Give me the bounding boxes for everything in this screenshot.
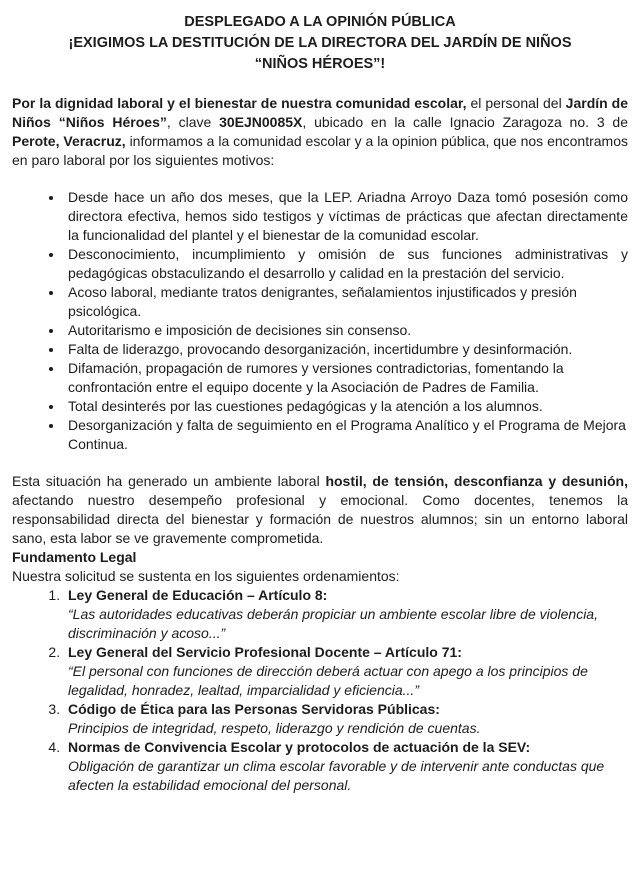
title-line-1: DESPLEGADO A LA OPINIÓN PÚBLICA xyxy=(184,14,456,30)
legal-heading: Fundamento Legal xyxy=(12,549,137,565)
intro-text: , ubicado en la calle Ignacio Zaragoza no. 3 de xyxy=(302,114,628,130)
grievances-list xyxy=(12,188,628,454)
legal-item xyxy=(64,700,628,738)
grievance-item: • Acoso laboral, mediante tratos denigrantes, señalamientos injustificados y presión psicológica. xyxy=(64,283,628,321)
intro-bold-location: Perote, Veracruz, xyxy=(12,133,126,149)
legal-item-quote: Obligación de garantizar un clima escolar favorable y de intervenir ante conductas que afecten la estabilidad emocional del personal. xyxy=(68,758,605,793)
grievance-item: • Difamación, propagación de rumores y versiones contradictorias, fomentando la confrontación entre el equipo docente y la Asociación de Padres de Familia. xyxy=(64,359,628,397)
grievance-item: • Desde hace un año dos meses, que la LEP. Ariadna Arroyo Daza tomó posesión como directora efectiva, hemos sido testigos y víctimas de prácticas que afectan directamente la funcionalidad del plantel y el bienestar de la comunidad escolar. xyxy=(64,188,628,245)
legal-item xyxy=(64,643,628,700)
grievance-item: • Desorganización y falta de seguimiento en el Programa Analítico y el Programa de Mejora Continua. xyxy=(64,416,628,454)
intro-text: el personal del xyxy=(466,95,566,111)
intro-bold-school-key: 30EJN0085X xyxy=(219,114,303,130)
legal-item-quote: Principios de integridad, respeto, liderazgo y rendición de cuentas. xyxy=(68,720,481,736)
title-line-3: “NIÑOS HÉROES”! xyxy=(254,56,386,72)
legal-item-quote: “Las autoridades educativas deberán propiciar un ambiente escolar libre de violencia, discriminación y acoso...” xyxy=(68,606,598,641)
legal-intro: Nuestra solicitud se sustenta en los siguientes ordenamientos: xyxy=(12,568,400,584)
intro-text: , clave xyxy=(166,114,220,130)
impact-text: Esta situación ha generado un ambiente laboral xyxy=(12,473,326,489)
legal-item-title: Código de Ética para las Personas Servidoras Públicas: xyxy=(68,701,440,717)
intro-paragraph xyxy=(12,94,628,170)
title-line-2: ¡EXIGIMOS LA DESTITUCIÓN DE LA DIRECTORA DEL JARDÍN DE NIÑOS xyxy=(68,35,572,51)
intro-text: informamos a la comunidad escolar y a la opinion pública, que nos encontramos en paro laboral por los siguientes motivos: xyxy=(12,133,628,168)
intro-bold-school-name: Jardín de Niños “Niños Héroes” xyxy=(12,95,629,130)
impact-paragraph xyxy=(12,472,628,548)
grievance-item: • Autoritarismo e imposición de decisiones sin consenso. xyxy=(64,321,628,340)
legal-item-title: Ley General de Educación – Artículo 8: xyxy=(68,587,328,603)
impact-bold-climate: hostil, de tensión, desconfianza y desunión, xyxy=(325,473,628,489)
grievance-item: • Desconocimiento, incumplimiento y omisión de sus funciones administrativas y pedagógicas obstaculizando el desarrollo y calidad en la prestación del servicio. xyxy=(64,245,628,283)
grievance-item: • Falta de liderazgo, provocando desorganización, incertidumbre y desinformación. xyxy=(64,340,628,359)
legal-item-quote: “El personal con funciones de dirección deberá actuar con apego a los principios de legalidad, honradez, lealtad, imparcialidad y eficiencia...” xyxy=(68,663,588,698)
legal-item xyxy=(64,586,628,643)
impact-text: afectando nuestro desempeño profesional y emocional. Como docentes, tenemos la responsabilidad directa del bienestar y formación de nuestros alumnos; sin un entorno laboral sano, esta labor se ve gravemente comprometida. xyxy=(12,492,628,546)
document-title xyxy=(12,12,628,75)
grievance-item: • Total desinterés por las cuestiones pedagógicas y la atención a los alumnos. xyxy=(64,397,628,416)
legal-item-title: Normas de Convivencia Escolar y protocolos de actuación de la SEV: xyxy=(68,739,531,755)
legal-list xyxy=(12,586,628,795)
intro-bold-dignity: Por la dignidad laboral y el bienestar de nuestra comunidad escolar, xyxy=(12,95,467,111)
legal-item-title: Ley General del Servicio Profesional Docente – Artículo 71: xyxy=(68,644,462,660)
legal-item xyxy=(64,738,628,795)
